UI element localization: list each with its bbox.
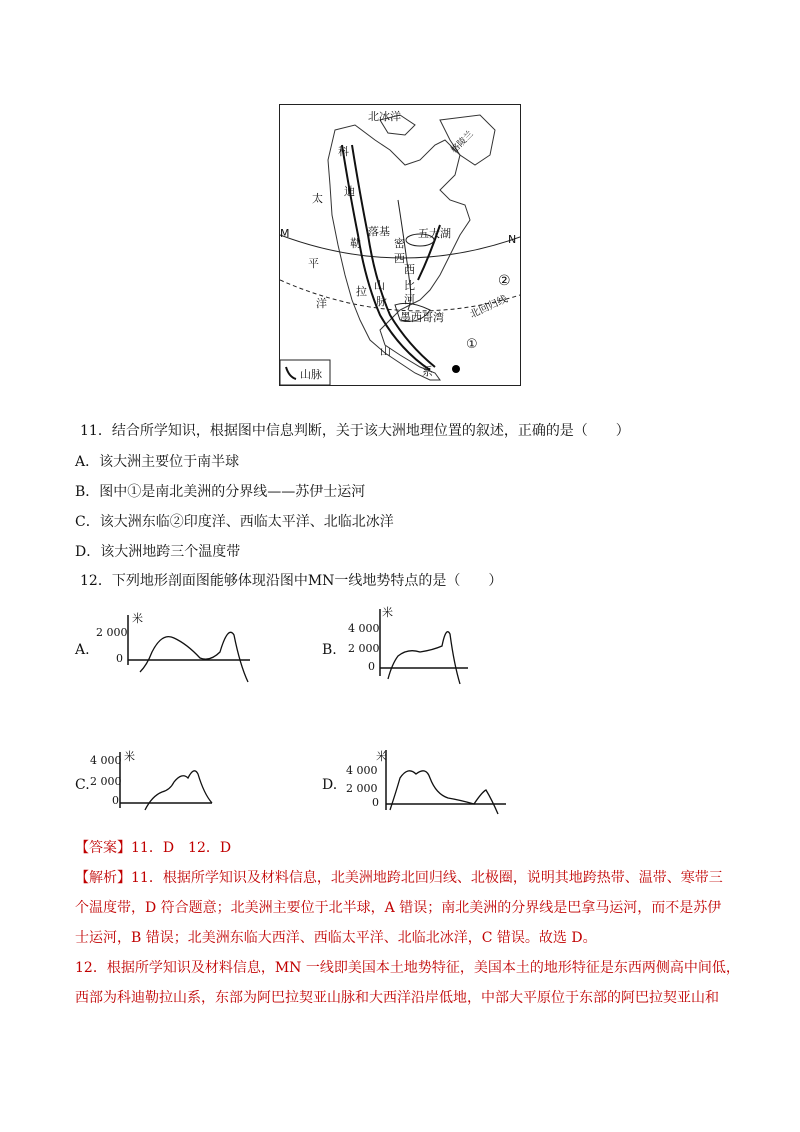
north-america-map — [279, 104, 521, 386]
analysis-line-3: 士运河，B 错误；北美洲东临大西洋、西临太平洋、北临北冰洋，C 错误。故选 D。 — [75, 930, 597, 946]
label-great-lakes: 五大湖 — [418, 227, 451, 240]
profile-d — [338, 744, 518, 818]
label-shanxi-2: 系 — [422, 365, 433, 378]
profile-c-unit: 米 — [124, 750, 135, 763]
q12-stem: 12．下列地形剖面图能够体现沿图中MN一线地势特点的是（ ） — [80, 573, 503, 589]
label-greenland: 格陵兰 — [449, 129, 476, 156]
profile-d-tick-2000: 2 000 — [346, 782, 378, 795]
q11-stem: 11．结合所学知识，根据图中信息判断，关于该大洲地理位置的叙述，正确的是（ ） — [80, 423, 630, 439]
label-laji: 落基 — [368, 225, 390, 238]
label-mis-2: 西 — [394, 252, 405, 265]
profile-b-tick-0: 0 — [368, 660, 375, 673]
profile-c-tick-4000: 4 000 — [90, 754, 122, 767]
label-legend: 山脉 — [300, 368, 322, 381]
label-M: M — [280, 227, 290, 240]
q11-option-a: A．该大洲主要位于南半球 — [75, 454, 240, 470]
analysis-line-5: 西部为科迪勒拉山系，东部为阿巴拉契亚山脉和大西洋沿岸低地，中部大平原位于东部的阿巴拉契亚山和 — [75, 990, 719, 1006]
label-rocky-5: 山 — [374, 279, 385, 292]
label-pacific-2: 平 — [308, 257, 319, 270]
label-shanxi-1: 山 — [380, 345, 391, 358]
label-N: N — [508, 233, 517, 246]
label-pacific-3: 洋 — [316, 297, 327, 310]
label-mis-3: 西 — [404, 263, 415, 276]
label-circle-2: ② — [498, 273, 511, 289]
label-rocky-1: 科 — [338, 145, 349, 158]
analysis-line-2: 个温度带，D 符合题意；北美洲主要位于北半球，A 错误；南北美洲的分界线是巴拿马运河，而不是苏伊 — [75, 900, 722, 916]
q11-option-c: C．该大洲东临②印度洋、西临太平洋、北临北冰洋 — [75, 514, 394, 530]
label-rocky-3: 勒 — [350, 237, 361, 250]
profile-c-tick-2000: 2 000 — [90, 775, 122, 788]
label-mis-4: 比 — [404, 279, 415, 292]
panama-dot — [452, 365, 460, 373]
q12-option-c-letter: C. — [75, 777, 90, 793]
analysis-line-1: 【解析】11．根据所学知识及材料信息，北美洲地跨北回归线、北极圈，说明其地跨热带、温带、寒带三 — [75, 870, 723, 886]
analysis-line-4: 12．根据所学知识及材料信息，MN 一线即美国本土地势特征，美国本土的地形特征是东西两侧高中间低， — [75, 960, 740, 976]
profile-a-tick-0: 0 — [116, 652, 123, 665]
profile-d-tick-0: 0 — [372, 796, 379, 809]
label-rocky-2: 迪 — [344, 185, 355, 198]
label-rocky-6: 脉 — [376, 295, 387, 308]
label-circle-1: ① — [466, 337, 478, 352]
profile-b-tick-4000: 4 000 — [348, 622, 380, 635]
answer-line: 【答案】11．D 12．D — [75, 840, 232, 856]
label-gulf: 墨西哥湾 — [400, 311, 444, 324]
profile-d-unit: 米 — [376, 750, 387, 763]
profile-c — [90, 748, 230, 818]
profile-d-tick-4000: 4 000 — [346, 764, 378, 777]
profile-a-svg — [92, 610, 262, 685]
q12-option-d-letter: D. — [322, 777, 338, 793]
label-mis-1: 密 — [394, 237, 405, 250]
label-pacific-1: 太 — [312, 192, 323, 205]
profile-b — [338, 604, 478, 689]
profile-a-unit: 米 — [132, 612, 143, 625]
q11-option-d: D．该大洲地跨三个温度带 — [75, 544, 241, 560]
profile-d-svg — [338, 744, 518, 818]
profile-b-unit: 米 — [382, 606, 393, 619]
profile-a-tick-2000: 2 000 — [96, 626, 128, 639]
q11-option-b: B．图中①是南北美洲的分界线——苏伊士运河 — [75, 484, 366, 500]
label-tropic: 北回归线 — [468, 293, 510, 321]
label-mis-5: 河 — [404, 293, 415, 306]
profile-b-tick-2000: 2 000 — [348, 642, 380, 655]
q12-option-b-letter: B. — [322, 642, 337, 658]
q12-option-a-letter: A. — [75, 642, 90, 658]
profile-c-tick-0: 0 — [112, 794, 119, 807]
label-rocky-4: 拉 — [356, 285, 367, 298]
profile-a — [92, 610, 262, 685]
label-arctic: 北冰洋 — [368, 110, 401, 123]
